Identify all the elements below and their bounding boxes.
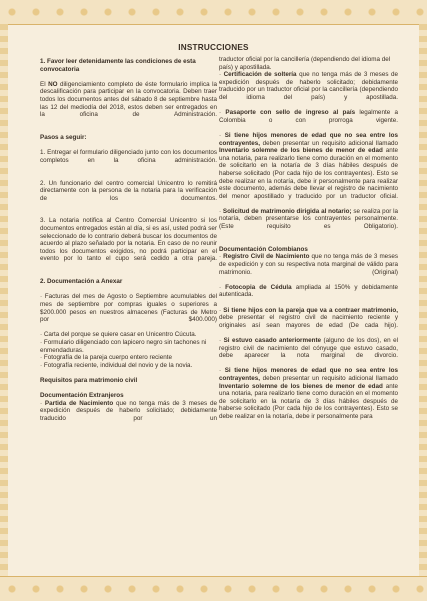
text-run: · [219,71,224,79]
text-run: diligenciamiento completo de éste formulario implica la descalificación para participar en la convocatoria. Deben traer todos los documentos antes del sábado 8 de septiembre hasta las 12 del mediodía del 2018, estos deben ser entregados en la oficina de Administración. [40,80,217,119]
document-item-letter: · Carta del porque se quiere casar en Unicentro Cúcuta. [40,331,197,339]
emphasis-text: Inventario solemne de los bienes de menor de edad [219,147,383,155]
text-run: que no tenga más de 3 meses de expedición después de haberlo solicitado; debidamente traducido por un traductor oficial por la cancillería (dependiendo del idioma del país) y apostillada. [219,71,398,101]
decorative-border-top [0,0,427,25]
text-run: deben presentar un requisito adicional llamado [259,139,398,147]
emphasis-text: Inventario solemne de los bienes de menor de edad [219,382,383,390]
emphasis-text: Partida de Nacimiento [44,399,114,407]
emphasis-text: Si tiene hijos menores de edad que no sea entre los contrayentes, [219,131,398,147]
text-run: que no tenga más de 3 meses de expedición después de haberlo solicitado; debidamente traducido por un [40,399,217,422]
foreigner-item-birth-certificate [40,400,217,430]
right-column [219,56,398,421]
decorative-border-left [0,24,8,577]
colombian-item-previously-married [219,337,398,367]
emphasis-text: Registro Civil de Nacimiento [223,253,310,261]
section-heading-documents: 2. Documentación a Anexar [40,278,123,286]
text-run: · [219,131,225,139]
text-run: ampliada al 150% y debidamente autenticada. [219,283,398,299]
section-heading-conditions: 1. Favor leer detenidamente las condiciones de esta convocatoria [40,58,196,73]
text-run: ante una notaria, para realizarlo tiene como duración en el momento de solicitarlo en la notaría de 3 días hábiles después de haberse solicitado (Por cada hijo de los contrayentes). Esto se debe realizar en la notaría, debe ir personalmente para realizar este documento, además debe llevar el registro de nacimiento del menor apostillado y traducido por un traductor oficial. [219,147,398,200]
text-run: · [219,336,224,344]
document-item-invoices: · Facturas del mes de Agosto o Septiembre acumulables del mes de septiembre por compras iguales o superiores a $200.000 pesos en nuestros almacenes (Facturas de Metro por $400.000) [40,293,217,324]
foreigner-item-minor-children [219,132,398,208]
step-2: 2. Un funcionario del centro comercial Unicentro lo remitirá directamente con la persona de la notaria para la verificación de los documentos. [40,179,217,202]
emphasis-text: Si estuvo casado anteriormente [223,336,322,344]
text-run: · [219,283,226,291]
text-run: · [219,306,224,314]
colombian-item-birth-registry [219,253,398,283]
emphasis-no: NO [48,80,58,88]
decorative-border-bottom [0,576,427,601]
text-run: deben presentar un requisito adicional llamado [259,374,398,382]
conditions-paragraph [40,81,217,127]
emphasis-text: Solicitud de matrimonio dirigida al notario; [222,207,352,215]
colombians-heading: Documentación Colombianos [219,245,308,253]
text-run: (alguno de los dos), en el registro civil de nacimiento del cónyuge que estuvo casado, debe aparecer la nota marginal de divorcio. [219,336,398,360]
document-item-couple-photo: · Fotografía de la pareja cuerpo entero reciente [40,354,172,362]
emphasis-text: Fotocopia de Cédula [225,283,292,291]
page-title: INSTRUCCIONES [178,43,249,52]
steps-heading: Pasos a seguir: [40,133,87,141]
text-run: · [219,207,223,215]
step-3: 3. La notaria notifica al Centro Comercial Unicentro si los documentos entregados están al día, si es así, usted podrá ser seleccionado de lo contrario deberá buscar los documentos de acuerdo al plazo señalado por la notaria. En caso de no reunir todos los documentos exigidos, no podrá participar en el evento por lo tanto el cupo será cedido a otra pareja. [40,217,217,263]
text-run: se realiza por la notaría, deben presentarse los contrayentes personalmente. (Este requisito es Obligatorio). [219,207,398,231]
foreigner-item-passport [219,109,398,132]
text-run: · [219,253,224,261]
civil-requirements-heading: Requisitos para matrimonio civil [40,376,138,384]
text-run: · [219,367,225,375]
colombian-item-minor-children [219,367,398,420]
foreigners-heading: Documentación Extranjeros [40,392,124,400]
continuation-text: traductor oficial por la cancillería (dependiendo del idioma del país) y apostillada. [219,56,391,71]
text-run: · [40,399,45,407]
colombian-item-shared-children [219,307,398,337]
emphasis-text: Si tiene hijos con la pareja que va a contraer matrimonio, [223,306,398,314]
emphasis-text: Si tiene hijos menores de edad que no sea entre los contrayentes, [219,367,398,382]
decorative-border-right [419,24,427,577]
left-column [40,58,217,430]
text-run: legalmente a Colombia o con prorroga vigente. [219,109,398,124]
foreigner-item-single-status [219,71,398,109]
text-run: debe presentar el registro civil de nacimiento reciente y originales así sean mayores de edad (De cada hijo). [219,314,398,329]
text-run: ante una notaria, para realizarlo tiene como duración en el momento de solicitarlo en la notaría de 3 días hábiles después de haberse solicitado (Por cada hijo de los contrayentes). Esto se debe realizar en la notaría, debe ir personalmente para [219,382,398,420]
emphasis-text: Certificación de soltería [223,71,297,79]
text-run: que no tenga más de 3 meses de expedición y con su respectiva nota marginal de válido para matrimonio. (Original) [219,253,398,276]
document-item-form: · Formulario diligenciado con lapicero negro sin tachones ni enmendaduras. [40,338,207,354]
foreigner-item-notary-request [219,208,398,238]
colombian-item-id-copy [219,284,398,307]
text-run: El [40,80,49,88]
document-item-individual-photo: · Fotografía reciente, individual del novio y de la novia. [40,361,193,369]
step-1: 1. Entregar el formulario diligenciado junto con los documentos completos en la oficina administración. [40,149,217,164]
text-run: · [219,109,226,117]
emphasis-text: Pasaporte con sello de ingreso al país [225,109,356,117]
